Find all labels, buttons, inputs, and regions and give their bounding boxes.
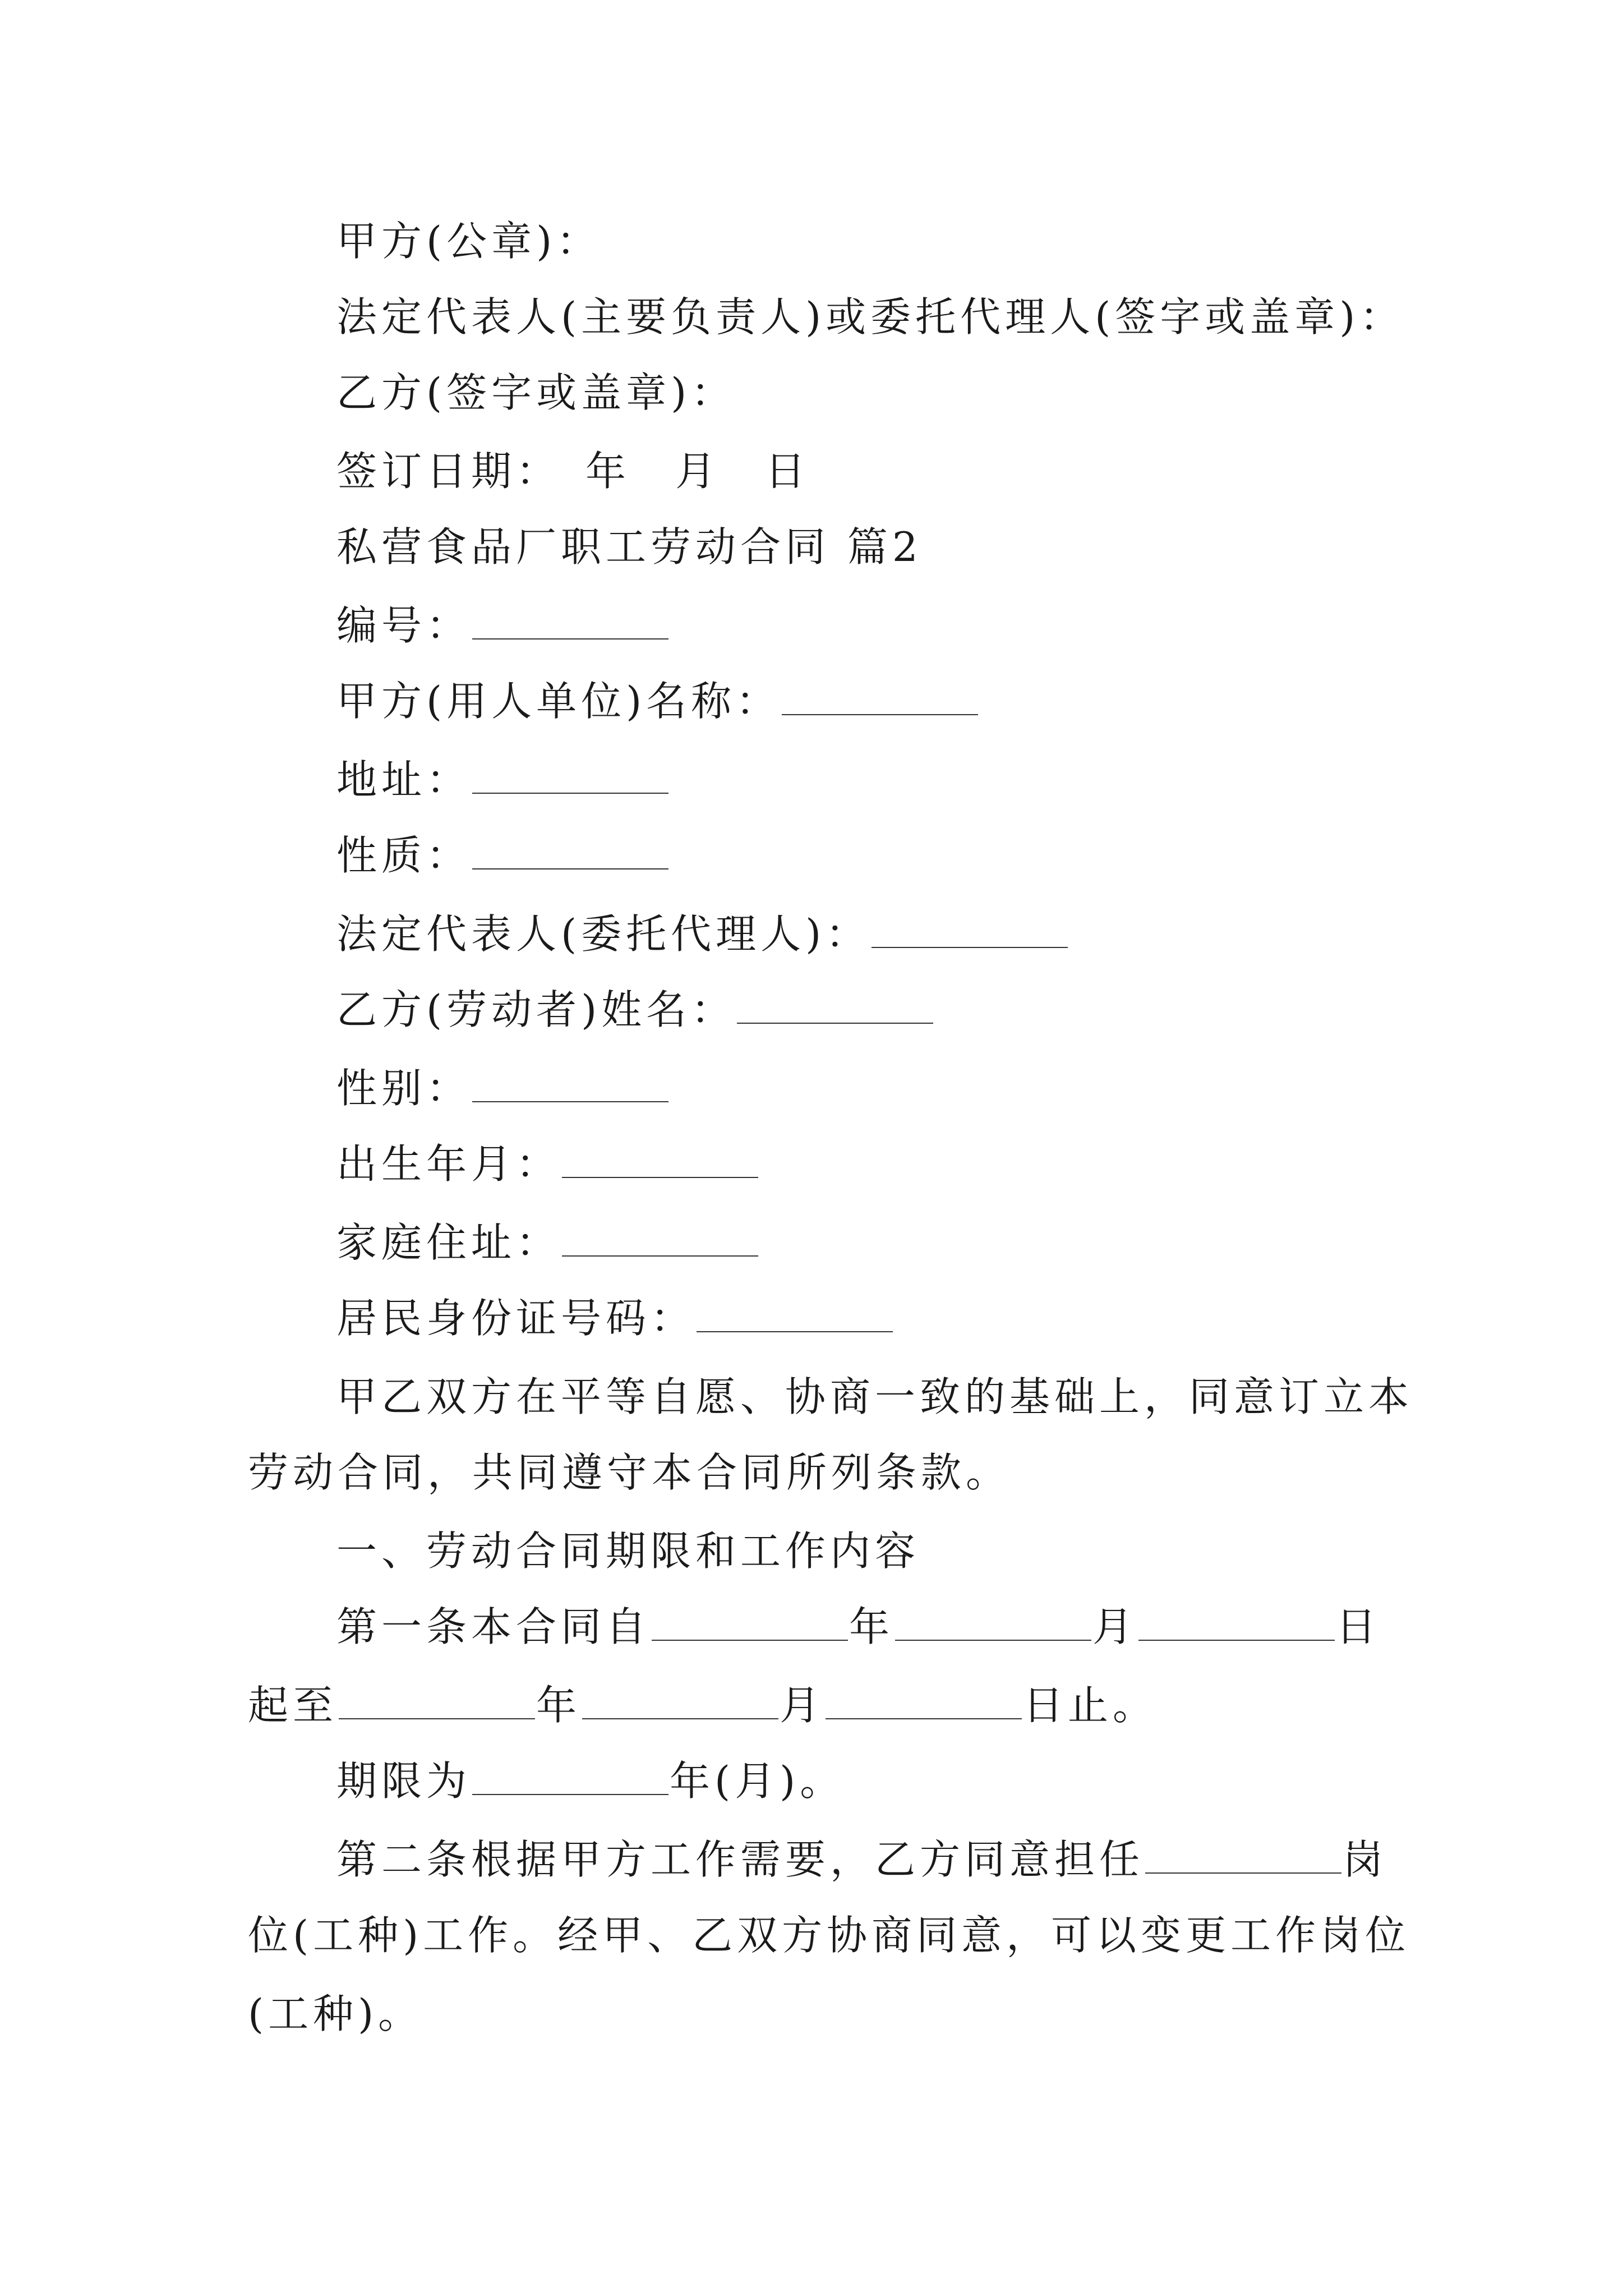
section-title: 私营食品厂职工劳动合同 篇2 — [336, 523, 923, 570]
article-1-line-1 — [336, 1599, 1381, 1655]
start-day-blank — [1138, 1612, 1335, 1641]
end-year-label: 年 — [536, 1682, 582, 1729]
field-home-address-label: 家庭住址： — [336, 1219, 561, 1266]
field-id-number-label: 居民身份证号码： — [336, 1295, 696, 1342]
field-home-address-blank — [562, 1227, 758, 1257]
end-day-label: 日止。 — [1023, 1682, 1158, 1729]
field-employee-name-label: 乙方(劳动者)姓名： — [336, 986, 736, 1033]
legal-rep-sign-line: 法定代表人(主要负责人)或委托代理人(签字或盖章)： — [336, 293, 1405, 341]
article-2-line-2: 位(工种)工作。经甲、乙双方协商同意，可以变更工作岗位 — [248, 1912, 1410, 1959]
field-employer-name-label: 甲方(用人单位)名称： — [336, 678, 781, 725]
field-legal-rep — [336, 906, 1069, 962]
field-address-label: 地址： — [336, 756, 472, 803]
term-blank — [472, 1766, 668, 1795]
field-birth — [336, 1136, 759, 1192]
start-year-blank — [652, 1612, 848, 1641]
party-b-sign-line: 乙方(签字或盖章)： — [336, 369, 736, 416]
field-id-number-blank — [697, 1303, 893, 1332]
end-year-blank — [339, 1690, 535, 1719]
article-1-until: 起至 — [248, 1682, 338, 1729]
term-suffix: 年(月)。 — [670, 1757, 845, 1805]
position-blank — [1145, 1844, 1341, 1874]
field-address-blank — [472, 765, 668, 794]
article-2-line-1 — [336, 1832, 1387, 1888]
end-day-blank — [826, 1690, 1022, 1719]
field-legal-rep-blank — [872, 919, 1068, 948]
intro-line-2: 劳动合同，共同遵守本合同所列条款。 — [248, 1449, 1011, 1496]
field-legal-rep-label: 法定代表人(委托代理人)： — [336, 910, 871, 958]
field-nature — [336, 827, 670, 884]
chapter-1-title: 一、劳动合同期限和工作内容 — [336, 1527, 920, 1575]
intro-line-1: 甲乙双方在平等自愿、协商一致的基础上，同意订立本 — [336, 1373, 1414, 1420]
field-employer-name-blank — [782, 686, 978, 715]
field-employee-name-blank — [737, 995, 933, 1024]
article-1-prefix: 第一条本合同自 — [336, 1603, 651, 1650]
field-address — [336, 752, 670, 808]
end-month-label: 月 — [780, 1682, 825, 1729]
start-year-label: 年 — [849, 1603, 895, 1650]
term-line — [336, 1753, 845, 1809]
sign-date-line: 签订日期： 年 月 日 — [336, 448, 810, 495]
field-number — [336, 597, 670, 654]
field-gender — [336, 1060, 670, 1116]
field-gender-label: 性别： — [336, 1065, 472, 1112]
field-number-blank — [472, 610, 668, 639]
field-birth-blank — [562, 1149, 758, 1178]
end-month-blank — [582, 1690, 778, 1719]
party-a-seal-line: 甲方(公章)： — [336, 218, 602, 265]
field-employer-name — [336, 673, 979, 729]
field-id-number — [336, 1290, 894, 1346]
field-number-label: 编号： — [336, 602, 472, 649]
field-birth-label: 出生年月： — [336, 1140, 561, 1188]
field-nature-blank — [472, 840, 668, 869]
article-2-line-3: (工种)。 — [248, 1990, 423, 2037]
field-home-address — [336, 1214, 759, 1271]
article-2-prefix: 第二条根据甲方工作需要，乙方同意担任 — [336, 1836, 1145, 1883]
field-employee-name — [336, 982, 934, 1038]
start-month-label: 月 — [1092, 1603, 1138, 1650]
term-prefix: 期限为 — [336, 1757, 472, 1805]
article-2-suffix: 岗 — [1343, 1836, 1388, 1883]
article-1-line-2 — [248, 1677, 1158, 1733]
field-gender-blank — [472, 1073, 668, 1102]
start-day-label: 日 — [1336, 1603, 1381, 1650]
field-nature-label: 性质： — [336, 832, 472, 879]
start-month-blank — [895, 1612, 1091, 1641]
